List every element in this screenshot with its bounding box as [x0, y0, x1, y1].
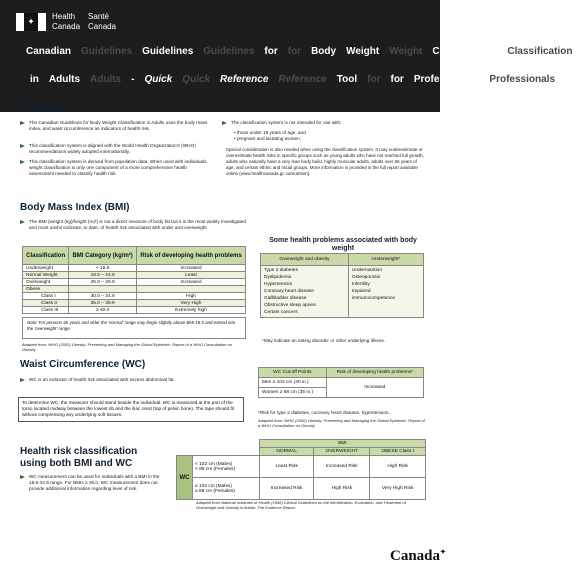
gov-en-2: Canada: [52, 22, 81, 31]
bmi-header-category: BMI Category (kg/m²): [69, 247, 137, 265]
risk-cell: Very High Risk: [370, 478, 426, 500]
title-word: Reference: [220, 74, 269, 85]
title-word: in: [30, 74, 39, 85]
title-word: Body: [311, 46, 337, 57]
title-word: for: [287, 46, 302, 57]
bmi-cell: [69, 286, 137, 293]
bmi-cell: Underweight: [23, 265, 69, 272]
bmi-intro-text: The BMI (weight (kg)/height (m)²) is not a direct measure of body fat but it is the most widely investigated and most useful indicator, to date, of health risk associated with under and overweight: [29, 219, 247, 231]
arrow-bullet-icon: [20, 378, 25, 382]
title-word: Canadian: [26, 46, 72, 57]
bmi-intro: [20, 219, 250, 231]
bmi-note-text: Note: For persons 65 years and older the 'normal' range may begin slightly above BMI 18.5 and extend into the 'overweight' range.: [27, 320, 236, 331]
bmi-cell: 18.5 – 24.9: [69, 272, 137, 279]
risk-row-label: < 102 cm (Males) < 88 cm (Females): [193, 456, 260, 478]
health-canada-signature: [16, 12, 116, 32]
risk-para-text: WC measurement can be used for individuals with a BMI in the 18.5-34.9 range. For BMIs ≥ 35.0, WC measurement does not provide additional information regarding level of risk.: [29, 474, 160, 492]
not-intended-item-text: those under 18 years of age, and: [236, 130, 306, 135]
title-line-1: [0, 46, 573, 57]
special-consideration-text: Special consideration is also needed when using the classification system. It may underestimate or overestimate health risks in specific groups such as young adults who have not reached full growth, adults who naturally have a very lean body build, highly muscular adults, adults over 65 years of age, and certain ethnic and racial groups. More information is provided in the full report available online (www.healthcanada.gc.ca/nutrition).: [226, 147, 424, 176]
title-word: Reference: [278, 74, 327, 85]
risk-source: Adapted from National Institutes of Health (1998) Clinical Guidelines on the Identification, Evaluation, and Treatment of Overweight and Obesity in Adults: The Evidence Report.: [196, 500, 406, 510]
not-intended-item: • pregnant and lactating women.: [234, 136, 302, 142]
hp-item: Gallbladder disease: [264, 296, 307, 301]
wc-heading: Waist Circumference (WC): [20, 359, 146, 370]
highlight-text: This classification system is derived from population data. When used with individuals, weight classification is only one component of a more comprehensive health assessment needed to classify health risk.: [29, 159, 208, 177]
wc-cutoff-table: [258, 367, 424, 398]
canada-flag-icon: ✦: [16, 13, 46, 31]
health-canada-wordmark: [52, 12, 116, 32]
hp-item: Impaired: [351, 289, 371, 294]
bmi-cell: Class II: [23, 300, 69, 307]
hp-header-underweight: Underweight*: [348, 254, 423, 266]
arrow-bullet-icon: [20, 475, 25, 479]
wc-bullet-text: WC is an indicator of health risk associated with excess abdominal fat.: [29, 377, 175, 382]
hp-overweight-list: [261, 266, 349, 318]
hp-item: Type 2 diabetes: [264, 268, 298, 273]
risk-table: [176, 439, 426, 500]
title-word: Adults: [90, 74, 122, 85]
gov-fr-2: Canada: [88, 22, 117, 31]
bmi-cell: Obese: [23, 286, 69, 293]
bmi-row: [23, 307, 246, 314]
hp-item: Obstructive sleep apnea: [264, 303, 316, 308]
title-word: Guidelines: [142, 46, 194, 57]
hp-underweight-list: [348, 266, 423, 318]
bmi-cell: Class III: [23, 307, 69, 314]
bmi-header-classification: Classification: [23, 247, 69, 265]
title-word: Classification: [432, 46, 498, 57]
hp-item: Dyslipidemia: [264, 275, 292, 280]
bmi-row: [23, 272, 246, 279]
risk-heading-1: Health risk classification: [20, 446, 138, 457]
arrow-bullet-icon: [20, 220, 25, 224]
bmi-row: [23, 300, 246, 307]
wc-men: Men ≥ 102 cm (40 in.): [259, 378, 327, 388]
bmi-cell: High: [137, 293, 246, 300]
risk-col-normal: NORMAL: [259, 448, 313, 456]
bmi-cell: ≥ 40.0: [69, 307, 137, 314]
title-word: Classification: [507, 46, 573, 57]
bmi-cell: 25.0 – 29.9: [69, 279, 137, 286]
highlights-heading: Highlights: [20, 102, 69, 113]
risk-cell: High Risk: [314, 478, 370, 500]
risk-wc-label: WC: [177, 456, 193, 500]
risk-col-obese: OBESE Class I: [370, 448, 426, 456]
health-problems-heading: Some health problems associated with body weight: [269, 237, 417, 252]
not-intended-text: The classification system is not intended for use with:: [231, 120, 342, 125]
health-problems-table: [260, 253, 424, 318]
bmi-cell: [137, 286, 246, 293]
bmi-cell: 35.0 – 39.9: [69, 300, 137, 307]
title-word: -: [131, 74, 135, 85]
title-word: Tool: [336, 74, 358, 85]
not-intended-intro: [222, 120, 422, 126]
highlight-text: The Canadian Guidelines for Body Weight Classification in Adults uses the body mass index, and waist circumference as indicators of health risk.: [29, 120, 208, 132]
bmi-table: [22, 246, 246, 314]
not-intended-list: [234, 130, 424, 142]
hp-footnote: *May indicate an eating disorder or other underlying illness.: [262, 338, 385, 343]
title-word: for: [367, 74, 381, 85]
not-intended-item: • those under 18 years of age, and: [234, 130, 306, 135]
bmi-cell: < 18.5: [69, 265, 137, 272]
bmi-cell: Extremely high: [137, 307, 246, 314]
wc-header-risk: Risk of developing health problems*: [326, 368, 423, 378]
risk-para: [20, 474, 170, 493]
bmi-row: [23, 265, 246, 272]
arrow-bullet-icon: [20, 144, 25, 148]
bmi-cell: 30.0 – 34.9: [69, 293, 137, 300]
highlight-item: [20, 159, 210, 178]
title-word: Guidelines: [203, 46, 255, 57]
wc-measure-box: [18, 397, 244, 422]
title-word: for: [390, 74, 404, 85]
hp-item: Undernutrition: [351, 268, 383, 273]
bmi-header-risk: Risk of developing health problems: [137, 247, 246, 265]
risk-cell: Increased Risk: [259, 478, 313, 500]
title-word: Weight: [346, 46, 380, 57]
bmi-row: [23, 279, 246, 286]
title-word: Professionals: [413, 74, 480, 85]
hp-item: Certain cancers: [264, 310, 298, 315]
title-word: Weight: [389, 46, 423, 57]
gov-en-1: Health: [52, 12, 76, 21]
arrow-bullet-icon: [20, 121, 25, 125]
canada-wordmark: [390, 548, 446, 565]
bmi-row: [23, 286, 246, 293]
bmi-cell: Increased: [137, 265, 246, 272]
hp-item: Osteoporosis: [351, 275, 381, 280]
hp-item: Coronary heart disease: [264, 289, 314, 294]
gov-fr-1: Santé: [88, 12, 109, 21]
risk-col-overweight: OVERWEIGHT: [314, 448, 370, 456]
title-word: Professionals: [489, 74, 556, 85]
title-word: -: [565, 74, 569, 85]
not-intended-item-text: pregnant and lactating women.: [236, 136, 302, 142]
hp-item: Infertility: [351, 282, 370, 287]
hp-item: Hypertension: [264, 282, 293, 287]
bmi-cell: Very High: [137, 300, 246, 307]
risk-cell: Increased Risk: [314, 456, 370, 478]
bmi-cell: Increased: [137, 279, 246, 286]
header-banner: [0, 0, 573, 112]
wc-women: Women ≥ 88 cm (35 in.): [259, 388, 327, 398]
risk-cell: High Risk: [370, 456, 426, 478]
risk-heading-2: using both BMI and WC: [20, 458, 133, 469]
wc-risk: Increased: [326, 378, 423, 398]
bmi-cell: Overweight: [23, 279, 69, 286]
title-word: Adults: [48, 74, 80, 85]
highlight-item: [20, 120, 210, 132]
arrow-bullet-icon: [20, 160, 25, 164]
risk-cell: Least Risk: [259, 456, 313, 478]
risk-bmi-header: BMI: [259, 440, 425, 448]
wc-footnote: *Risk for type 2 diabetes, coronary heart disease, hypertension.: [258, 410, 390, 415]
bmi-cell: Normal Weight: [23, 272, 69, 279]
canada-wordmark-text: Canada: [390, 548, 441, 564]
wc-bullet: [20, 377, 250, 383]
bmi-note: [22, 317, 246, 339]
hp-header-overweight: Overweight and obesity: [261, 254, 349, 266]
highlight-item: [20, 143, 210, 155]
title-word: for: [264, 46, 278, 57]
flag-leaf-icon: ✦: [440, 548, 446, 556]
title-word: Guidelines: [81, 46, 133, 57]
arrow-bullet-icon: [222, 121, 227, 125]
bmi-cell: Class I: [23, 293, 69, 300]
bmi-row: [23, 293, 246, 300]
risk-row-label: ≥ 102 cm (Males) ≥ 88 cm (Females): [193, 478, 260, 500]
highlight-text: This classification system is aligned with the World Health Organization's (WHO) recommendations widely adopted internationally.: [29, 143, 196, 155]
hp-item: immunocompetence: [351, 296, 396, 301]
title-word: Quick: [182, 74, 211, 85]
title-word: Quick: [144, 74, 173, 85]
title-line-2: [0, 74, 569, 85]
wc-source: Adapted from: WHO (2000) Obesity: Preventing and Managing the Global Epidemic: Report of a WHO Consultation on Obesity.: [258, 418, 425, 428]
bmi-cell: Least: [137, 272, 246, 279]
bmi-source: Adapted from: WHO (2000) Obesity: Preventing and Managing the Global Epidemic: Report of a WHO Consultation on Obesity.: [22, 342, 232, 352]
wc-header-cutoff: WC Cut-off Points: [259, 368, 327, 378]
wc-measure-text: To determine WC, the measurer should stand beside the individual. WC is measured at the part of the torso located midway between the lowest rib and the iliac crest (top of pelvic bone). The tape should fit without compressing any underlying soft tissues.: [22, 400, 235, 418]
bmi-heading: Body Mass Index (BMI): [20, 202, 130, 213]
